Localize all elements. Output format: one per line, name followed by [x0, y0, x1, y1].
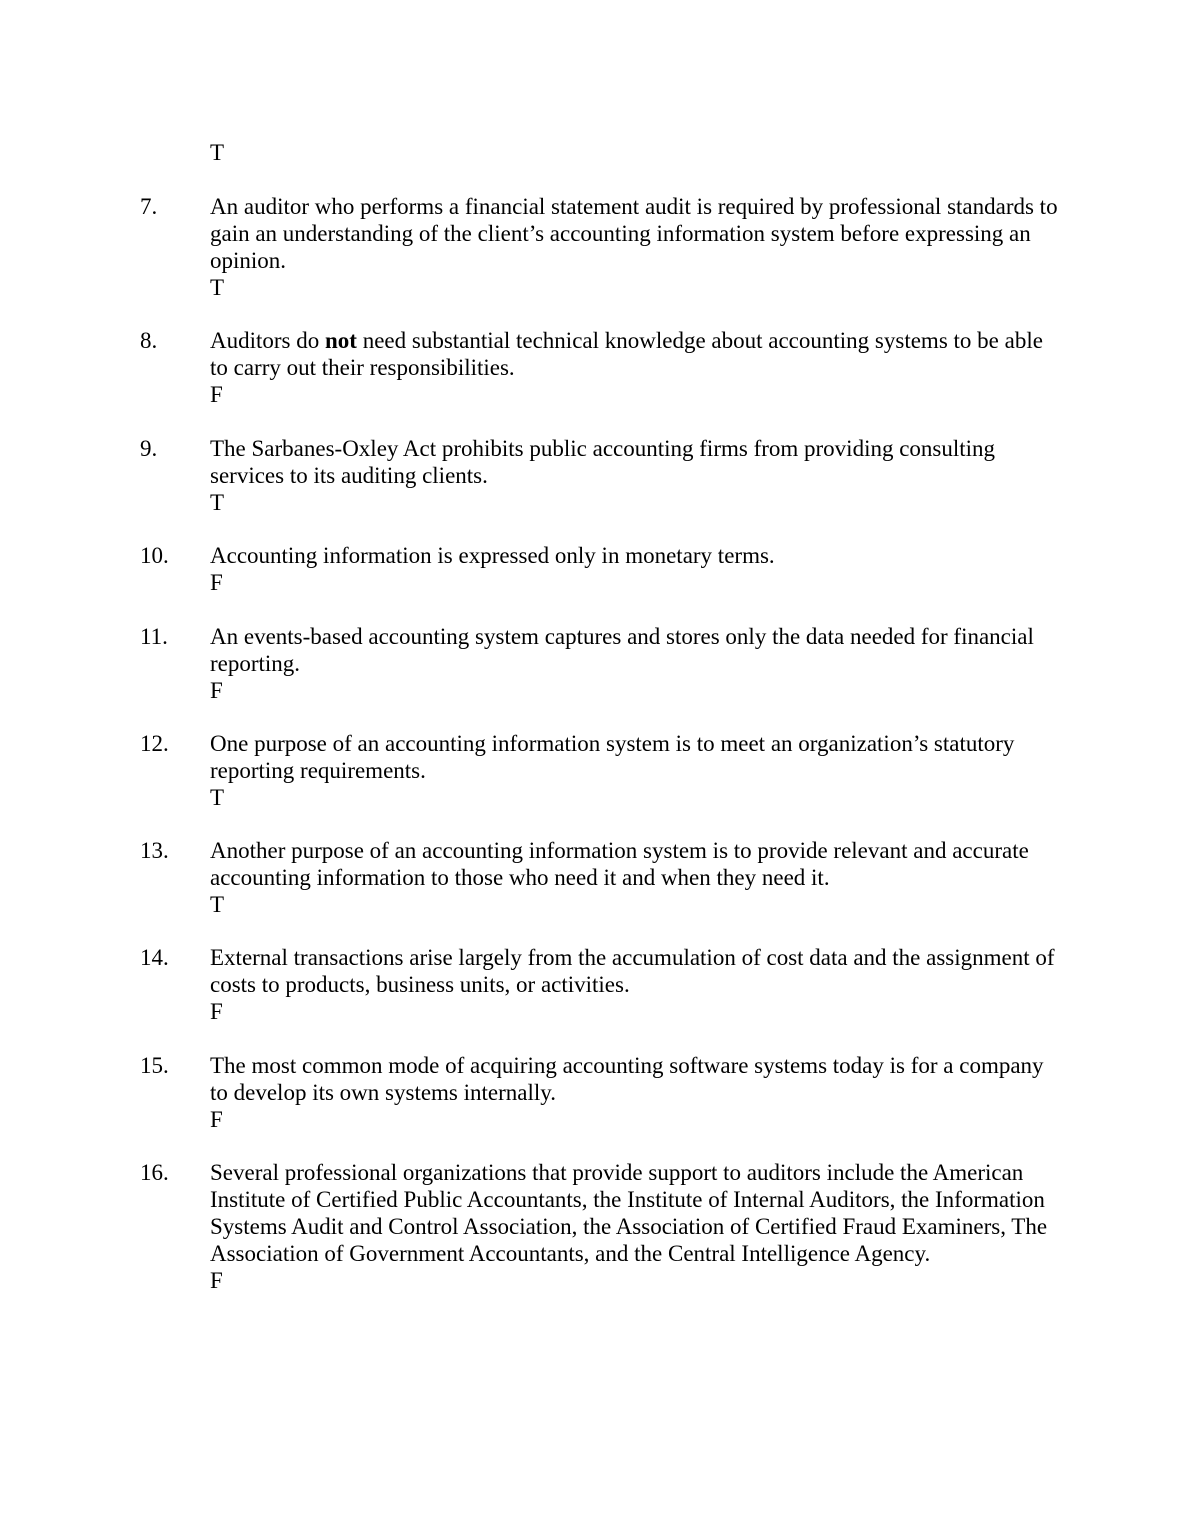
question-number: 13.: [140, 838, 169, 863]
question-number: 16.: [140, 1160, 169, 1185]
carryover-answer: T: [210, 140, 225, 165]
question-number: 14.: [140, 945, 169, 970]
question-answer: T: [210, 892, 225, 917]
question-number: 15.: [140, 1053, 169, 1078]
question-answer: T: [210, 490, 225, 515]
question-answer: F: [210, 570, 223, 595]
question-text: The most common mode of acquiring accounting software systems today is for a company to develop its own systems internally.: [210, 1053, 1044, 1105]
question-text: [210, 327, 1060, 381]
question-answer: F: [210, 1268, 223, 1293]
question-answer: F: [210, 382, 223, 407]
question-answer: F: [210, 1107, 223, 1132]
question-body: [210, 730, 1060, 811]
question-number: 7.: [140, 194, 158, 219]
question-number: 10.: [140, 543, 169, 568]
question-body: [210, 435, 1060, 516]
question-text: An events-based accounting system captures and stores only the data needed for financial reporting.: [210, 624, 1034, 676]
question-body: [210, 193, 1060, 301]
question-text: Accounting information is expressed only in monetary terms.: [210, 543, 775, 568]
question-answer: F: [210, 678, 223, 703]
question-text: External transactions arise largely from the accumulation of cost data and the assignment of costs to products, business units, or activities.: [210, 945, 1055, 997]
question-body: [210, 837, 1060, 918]
question-number: 8.: [140, 328, 158, 353]
question-body: [210, 542, 1060, 596]
question-body: [210, 944, 1060, 1025]
question-body: [210, 623, 1060, 704]
question-number: 11.: [140, 624, 168, 649]
question-number: 9.: [140, 436, 158, 461]
question-number: 12.: [140, 731, 169, 756]
question-text-part: Auditors do: [210, 328, 325, 353]
question-text: The Sarbanes-Oxley Act prohibits public accounting firms from providing consulting services to its auditing clients.: [210, 436, 996, 488]
question-text-emphasis: not: [325, 328, 357, 353]
question-body: [210, 1052, 1060, 1133]
question-text: An auditor who performs a financial statement audit is required by professional standards to gain an understanding of the client’s accounting information system before expressing an opinion.: [210, 194, 1058, 273]
question-answer: F: [210, 999, 223, 1024]
question-text: One purpose of an accounting information system is to meet an organization’s statutory reporting requirements.: [210, 731, 1015, 783]
question-body: [210, 1159, 1060, 1294]
question-text: Several professional organizations that provide support to auditors include the American Institute of Certified Public Accountants, the Institute of Internal Auditors, the Information Systems Audit and Control Association, the Association of Certified Fraud Examiners, The Association of Government Accountants, and the Central Intelligence Agency.: [210, 1160, 1048, 1266]
question-answer: T: [210, 275, 225, 300]
question-body: [210, 327, 1060, 408]
question-text-part: need substantial technical knowledge about accounting systems to be able to carry out their responsibilities.: [210, 328, 1043, 380]
question-text: Another purpose of an accounting information system is to provide relevant and accurate accounting information to those who need it and when they need it.: [210, 838, 1029, 890]
question-answer: T: [210, 785, 225, 810]
